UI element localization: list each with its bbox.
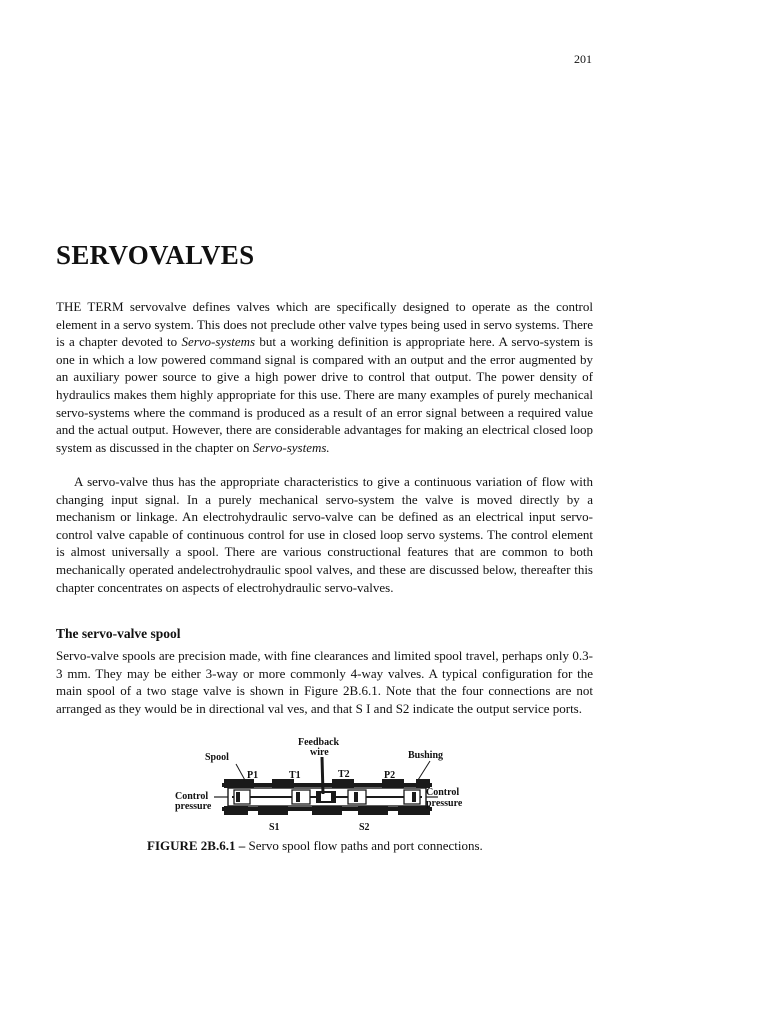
bushing-leader-line [418,761,430,780]
feedback-slot [321,793,331,801]
feedback-label-line-1: Feedback [298,737,340,748]
chapter-title: SERVOVALVES [56,240,255,270]
port-p2-label: P2 [384,770,396,781]
intro-text-b: but a working definition is appropriate here. A servo-system is one in which a low powered command signal is compared with an output and the error augmented by an auxiliary power source to give a high power drive to control that output. The power density of hydraulics makes them highly appropriate for this use. There are many examples of purely mechanical servo-systems where the command is produced as a result of an error signal between a required value and the actual output. However, there are considerable advantages for making an electrical closed loop system as discussed in the chapter on [56,334,593,455]
figure-caption-text: Servo spool flow paths and port connections. [245,838,483,853]
bushing-label: Bushing [408,750,444,761]
feedback-wire [322,757,323,794]
intro-paragraph-2: A servo-valve thus has the appropriate characteristics to give a continuous variation of flow with changing input signal. In a purely mechanical servo-system the valve is moved directly by a mechanism or linkage. An electrohydraulic servo-valve can be defined as an electrical input servo-control valve capable of continuous control for use in closed loop servo systems. The control element is almost universally a spool. There are various constructional features that are common to both mechanically operated andelectrohydraulic spool valves, and these are discussed below, thereafter this chapter concentrates on aspects of electrohydraulic servo-valves. [56,474,593,595]
servo-spool-figure [172,734,492,834]
port-s2-label: S2 [359,822,370,833]
control-pressure-right-line-2: pressure [426,798,463,809]
control-pressure-right-line-1: Control [426,787,460,798]
port-s1-label: S1 [269,822,280,833]
figure-caption [147,838,567,854]
figure-caption-number: FIGURE 2B.6.1 – [147,838,246,853]
section-paragraph: Servo-valve spools are precision made, with fine clearances and limited spool travel, perhaps only 0.3-3 mm. They may be either 3-way or more commonly 4-way valves. A typical configuration for the main spool of a two stage valve is shown in Figure 2B.6.1. Note that the four connections are not arranged as they would be in directional val ves, and that S I and S2 indicate the output service ports. [56,648,593,716]
port-p1-label: P1 [247,770,259,781]
port-t2-label: T2 [338,769,350,780]
page-number: 201 [574,52,592,66]
intro-paragraph-1 [56,298,593,456]
control-pressure-left-line-1: Control [175,791,209,802]
servo-systems-reference-2: Servo-systems. [252,439,330,455]
port-t1-label: T1 [289,770,301,781]
feedback-label-line-2: wire [310,747,329,758]
servo-systems-reference-1: Servo-systems [181,334,256,350]
spool-label: Spool [205,752,229,763]
control-pressure-left-line-2: pressure [175,801,212,812]
section-heading: The servo-valve spool [56,626,181,641]
servo-spool-diagram [172,734,492,834]
intro-text-a: THE TERM servovalve defines valves which are specifically designed to operate as the control element in a servo system. This does not preclude other valve types being used in servo systems. There is a chapter devoted to [56,299,593,350]
